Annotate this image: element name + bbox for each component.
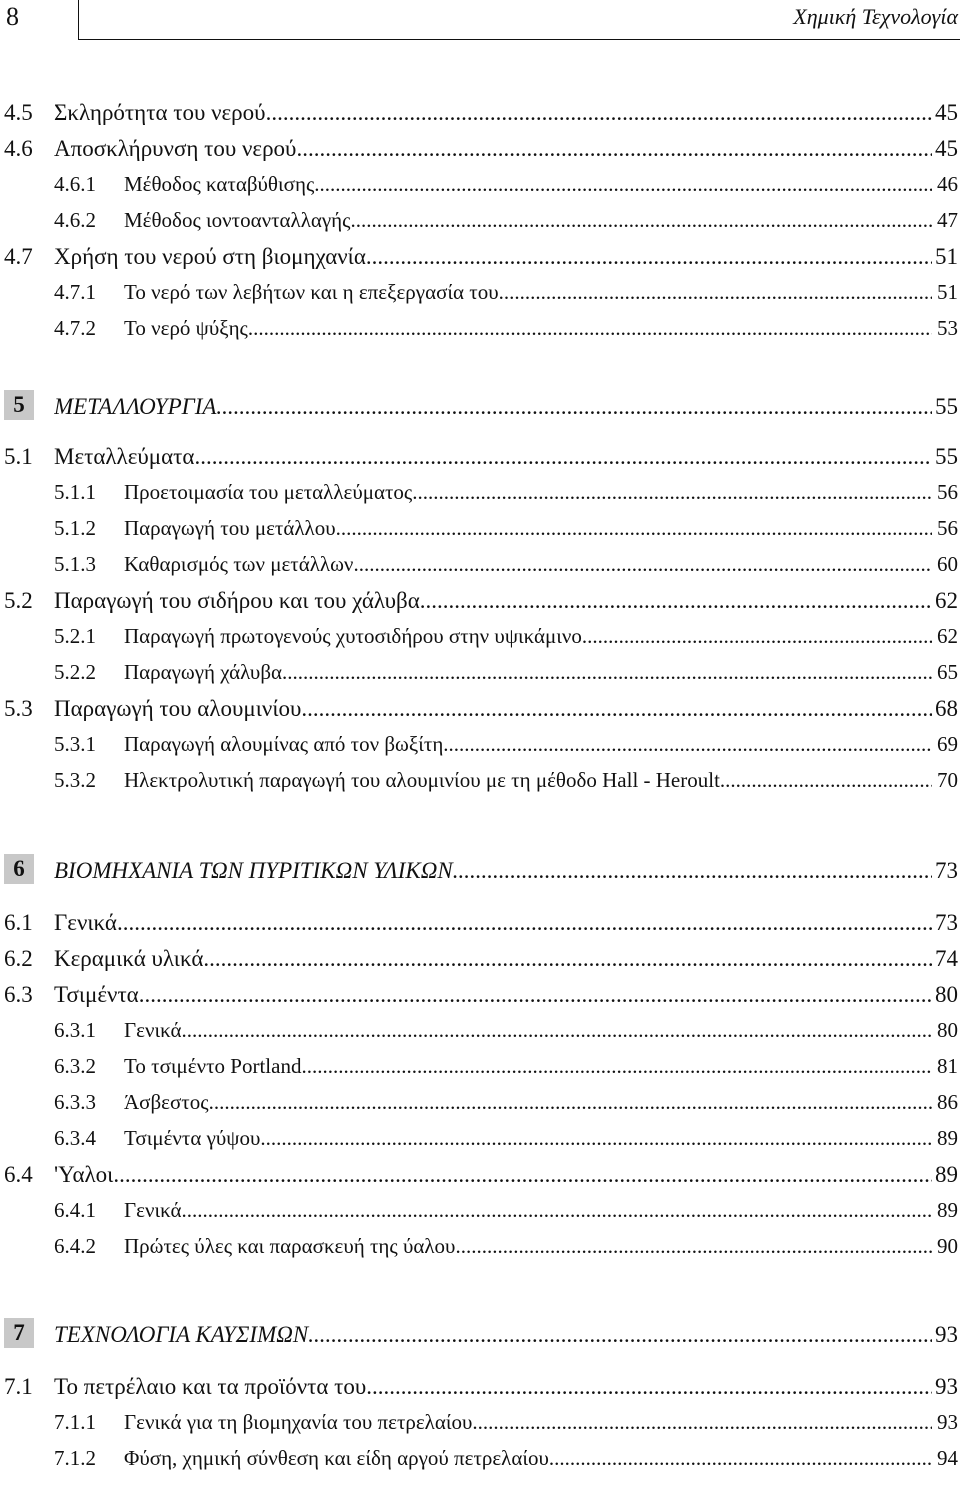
section-title: Φύση, χημική σύνθεση και είδη αργού πετρελαίου — [124, 1446, 549, 1470]
page-reference: 70 — [937, 768, 958, 792]
dot-leader — [194, 444, 932, 470]
section-number: 5.2.2 — [54, 660, 96, 684]
page-reference: 89 — [935, 1162, 958, 1187]
toc-title-with-leader — [124, 1234, 932, 1259]
section-number: 4.5 — [4, 100, 33, 125]
dot-leader — [350, 208, 932, 233]
section-title: Το νερό ψύξης — [124, 316, 248, 340]
toc-title-with-leader — [54, 1374, 932, 1400]
section-number: 5.3 — [4, 696, 33, 721]
section-title: Σκληρότητα του νερού — [54, 100, 266, 125]
toc-title-with-leader — [124, 480, 932, 505]
section-title: Μέθοδος καταβύθισης — [124, 172, 315, 196]
toc-title-with-leader — [124, 552, 932, 577]
page-reference: 45 — [935, 100, 958, 125]
page-reference: 55 — [935, 394, 958, 419]
page-reference: 74 — [935, 946, 958, 971]
page-reference: 80 — [937, 1018, 958, 1042]
section-title: Χρήση του νερού στη βιομηχανία — [54, 244, 366, 269]
dot-leader — [216, 394, 932, 420]
toc-title-with-leader — [124, 1126, 932, 1151]
section-number: 6.2 — [4, 946, 33, 971]
dot-leader — [308, 1322, 932, 1348]
section-number: 6.4.2 — [54, 1234, 96, 1258]
dot-leader — [455, 1234, 932, 1259]
section-number: 6.3.2 — [54, 1054, 96, 1078]
section-number: 5.3.1 — [54, 732, 96, 756]
toc-title-with-leader — [54, 1162, 932, 1188]
toc-title-with-leader — [124, 732, 932, 757]
page-reference: 51 — [937, 280, 958, 304]
page-reference: 93 — [935, 1374, 958, 1399]
page-reference: 93 — [937, 1410, 958, 1434]
dot-leader — [260, 1126, 932, 1151]
page-reference: 94 — [937, 1446, 958, 1470]
section-title: Το νερό των λεβήτων και η επεξεργασία του — [124, 280, 499, 304]
toc-title-with-leader — [124, 768, 932, 793]
toc-title-with-leader — [54, 946, 932, 972]
chapter-number-badge: 5 — [4, 390, 34, 420]
toc-title-with-leader — [54, 136, 932, 162]
dot-leader — [472, 1410, 932, 1435]
page-reference: 47 — [937, 208, 958, 232]
section-title: Το πετρέλαιο και τα προϊόντα του — [54, 1374, 367, 1399]
section-title: Παραγωγή του αλουμινίου — [54, 696, 302, 721]
section-title: Γενικά — [54, 910, 117, 935]
section-title: Άσβεστος — [124, 1090, 209, 1114]
toc-title-with-leader — [124, 1198, 932, 1223]
page-reference: 89 — [937, 1126, 958, 1150]
dot-leader — [139, 982, 932, 1008]
page-reference: 73 — [935, 858, 958, 883]
section-title: Καθαρισμός των μετάλλων — [124, 552, 354, 576]
section-number: 7.1.2 — [54, 1446, 96, 1470]
page-reference: 45 — [935, 136, 958, 161]
dot-leader — [203, 946, 932, 972]
section-number: 6.4.1 — [54, 1198, 96, 1222]
page-reference: 89 — [937, 1198, 958, 1222]
dot-leader — [366, 244, 932, 270]
page-reference: 56 — [937, 516, 958, 540]
section-title: Παραγωγή του σιδήρου και του χάλυβα — [54, 588, 420, 613]
section-title: ΜΕΤΑΛΛΟΥΡΓΙΑ — [54, 394, 217, 419]
toc-title-with-leader — [54, 588, 932, 614]
toc-title-with-leader — [54, 858, 932, 884]
page-reference: 73 — [935, 910, 958, 935]
section-number: 4.6.2 — [54, 208, 96, 232]
section-number: 4.7 — [4, 244, 33, 269]
page-reference: 90 — [937, 1234, 958, 1258]
page-reference: 62 — [935, 588, 958, 613]
page-number: 8 — [6, 2, 19, 31]
section-title: ΒΙΟΜΗΧΑΝΙΑ ΤΩΝ ΠΥΡΙΤΙΚΩΝ ΥΛΙΚΩΝ — [54, 858, 453, 883]
dot-leader — [301, 1054, 932, 1079]
section-title: Γενικά — [124, 1018, 182, 1042]
dot-leader — [182, 1018, 932, 1043]
section-title: Ηλεκτρολυτική παραγωγή του αλουμινίου με τη μέθοδο Hall - Heroult — [124, 768, 720, 792]
toc-title-with-leader — [54, 910, 932, 936]
section-title: Τσιμέντα γύψου — [124, 1126, 261, 1150]
section-number: 6.3.3 — [54, 1090, 96, 1114]
dot-leader — [443, 732, 932, 757]
section-number: 6.1 — [4, 910, 33, 935]
section-number: 7.1 — [4, 1374, 33, 1399]
toc-title-with-leader — [124, 1446, 932, 1471]
toc-title-with-leader — [54, 394, 932, 420]
toc-title-with-leader — [124, 660, 932, 685]
section-number: 4.7.1 — [54, 280, 96, 304]
section-title: Γενικά για τη βιομηχανία του πετρελαίου — [124, 1410, 473, 1434]
dot-leader — [720, 768, 932, 793]
section-number: 6.3.4 — [54, 1126, 96, 1150]
section-number: 5.2 — [4, 588, 33, 613]
toc-title-with-leader — [124, 624, 932, 649]
dot-leader — [314, 172, 932, 197]
section-title: Μεταλλεύματα — [54, 444, 195, 469]
dot-leader — [412, 480, 932, 505]
toc-title-with-leader — [124, 208, 932, 233]
dot-leader — [499, 280, 932, 305]
toc-title-with-leader — [124, 516, 932, 541]
page-reference: 68 — [935, 696, 958, 721]
toc-title-with-leader — [124, 316, 932, 341]
toc-title-with-leader — [54, 244, 932, 270]
section-title: ΤΕΧΝΟΛΟΓΙΑ ΚΑΥΣΙΜΩΝ — [54, 1322, 309, 1347]
dot-leader — [113, 1162, 932, 1188]
section-title: 'Υαλοι — [54, 1162, 114, 1187]
book-title: Χημική Τεχνολογία — [793, 4, 958, 29]
section-number: 7.1.1 — [54, 1410, 96, 1434]
dot-leader — [353, 552, 932, 577]
section-number: 5.3.2 — [54, 768, 96, 792]
section-title: Παραγωγή του μετάλλου — [124, 516, 336, 540]
toc-title-with-leader — [54, 1322, 932, 1348]
toc-title-with-leader — [54, 444, 932, 470]
dot-leader — [420, 588, 932, 614]
page-reference: 69 — [937, 732, 958, 756]
toc-title-with-leader — [124, 1090, 932, 1115]
chapter-number-badge: 7 — [4, 1318, 34, 1348]
dot-leader — [366, 1374, 932, 1400]
dot-leader — [266, 100, 932, 126]
chapter-number-badge: 6 — [4, 854, 34, 884]
dot-leader — [549, 1446, 932, 1471]
page-reference: 81 — [937, 1054, 958, 1078]
page-reference: 62 — [937, 624, 958, 648]
toc-title-with-leader — [124, 1018, 932, 1043]
section-title: Παραγωγή χάλυβα — [124, 660, 283, 684]
section-number: 5.1.3 — [54, 552, 96, 576]
toc-title-with-leader — [124, 172, 932, 197]
section-title: Το τσιμέντο Portland — [124, 1054, 302, 1078]
dot-leader — [248, 316, 932, 341]
section-number: 4.7.2 — [54, 316, 96, 340]
section-number: 6.3 — [4, 982, 33, 1007]
toc-title-with-leader — [124, 280, 932, 305]
section-number: 5.1 — [4, 444, 33, 469]
section-title: Τσιμέντα — [54, 982, 139, 1007]
page-reference: 56 — [937, 480, 958, 504]
section-number: 5.1.1 — [54, 480, 96, 504]
page-reference: 55 — [935, 444, 958, 469]
section-title: Αποσκλήρυνση του νερού — [54, 136, 297, 161]
dot-leader — [301, 696, 932, 722]
dot-leader — [582, 624, 932, 649]
page-reference: 51 — [935, 244, 958, 269]
toc-title-with-leader — [54, 100, 932, 126]
dot-leader — [282, 660, 932, 685]
toc-title-with-leader — [54, 982, 932, 1008]
page-reference: 65 — [937, 660, 958, 684]
section-title: Κεραμικά υλικά — [54, 946, 204, 971]
page-reference: 46 — [937, 172, 958, 196]
section-title: Παραγωγή αλουμίνας από τον βωξίτη — [124, 732, 444, 756]
page-reference: 80 — [935, 982, 958, 1007]
dot-leader — [296, 136, 932, 162]
dot-leader — [182, 1198, 932, 1223]
section-title: Γενικά — [124, 1198, 182, 1222]
toc-title-with-leader — [124, 1054, 932, 1079]
page-reference: 53 — [937, 316, 958, 340]
page-reference: 86 — [937, 1090, 958, 1114]
section-number: 6.4 — [4, 1162, 33, 1187]
dot-leader — [336, 516, 932, 541]
toc-title-with-leader — [54, 696, 932, 722]
dot-leader — [453, 858, 932, 884]
section-number: 4.6 — [4, 136, 33, 161]
page-reference: 60 — [937, 552, 958, 576]
section-title: Παραγωγή πρωτογενούς χυτοσιδήρου στην υψικάμινο — [124, 624, 582, 648]
section-number: 5.2.1 — [54, 624, 96, 648]
section-title: Πρώτες ύλες και παρασκευή της ύαλου — [124, 1234, 456, 1258]
section-number: 5.1.2 — [54, 516, 96, 540]
dot-leader — [209, 1090, 932, 1115]
section-title: Προετοιμασία του μεταλλεύματος — [124, 480, 413, 504]
toc-title-with-leader — [124, 1410, 932, 1435]
dot-leader — [117, 910, 932, 936]
section-number: 6.3.1 — [54, 1018, 96, 1042]
section-title: Μέθοδος ιοντοανταλλαγής — [124, 208, 351, 232]
page-reference: 93 — [935, 1322, 958, 1347]
section-number: 4.6.1 — [54, 172, 96, 196]
